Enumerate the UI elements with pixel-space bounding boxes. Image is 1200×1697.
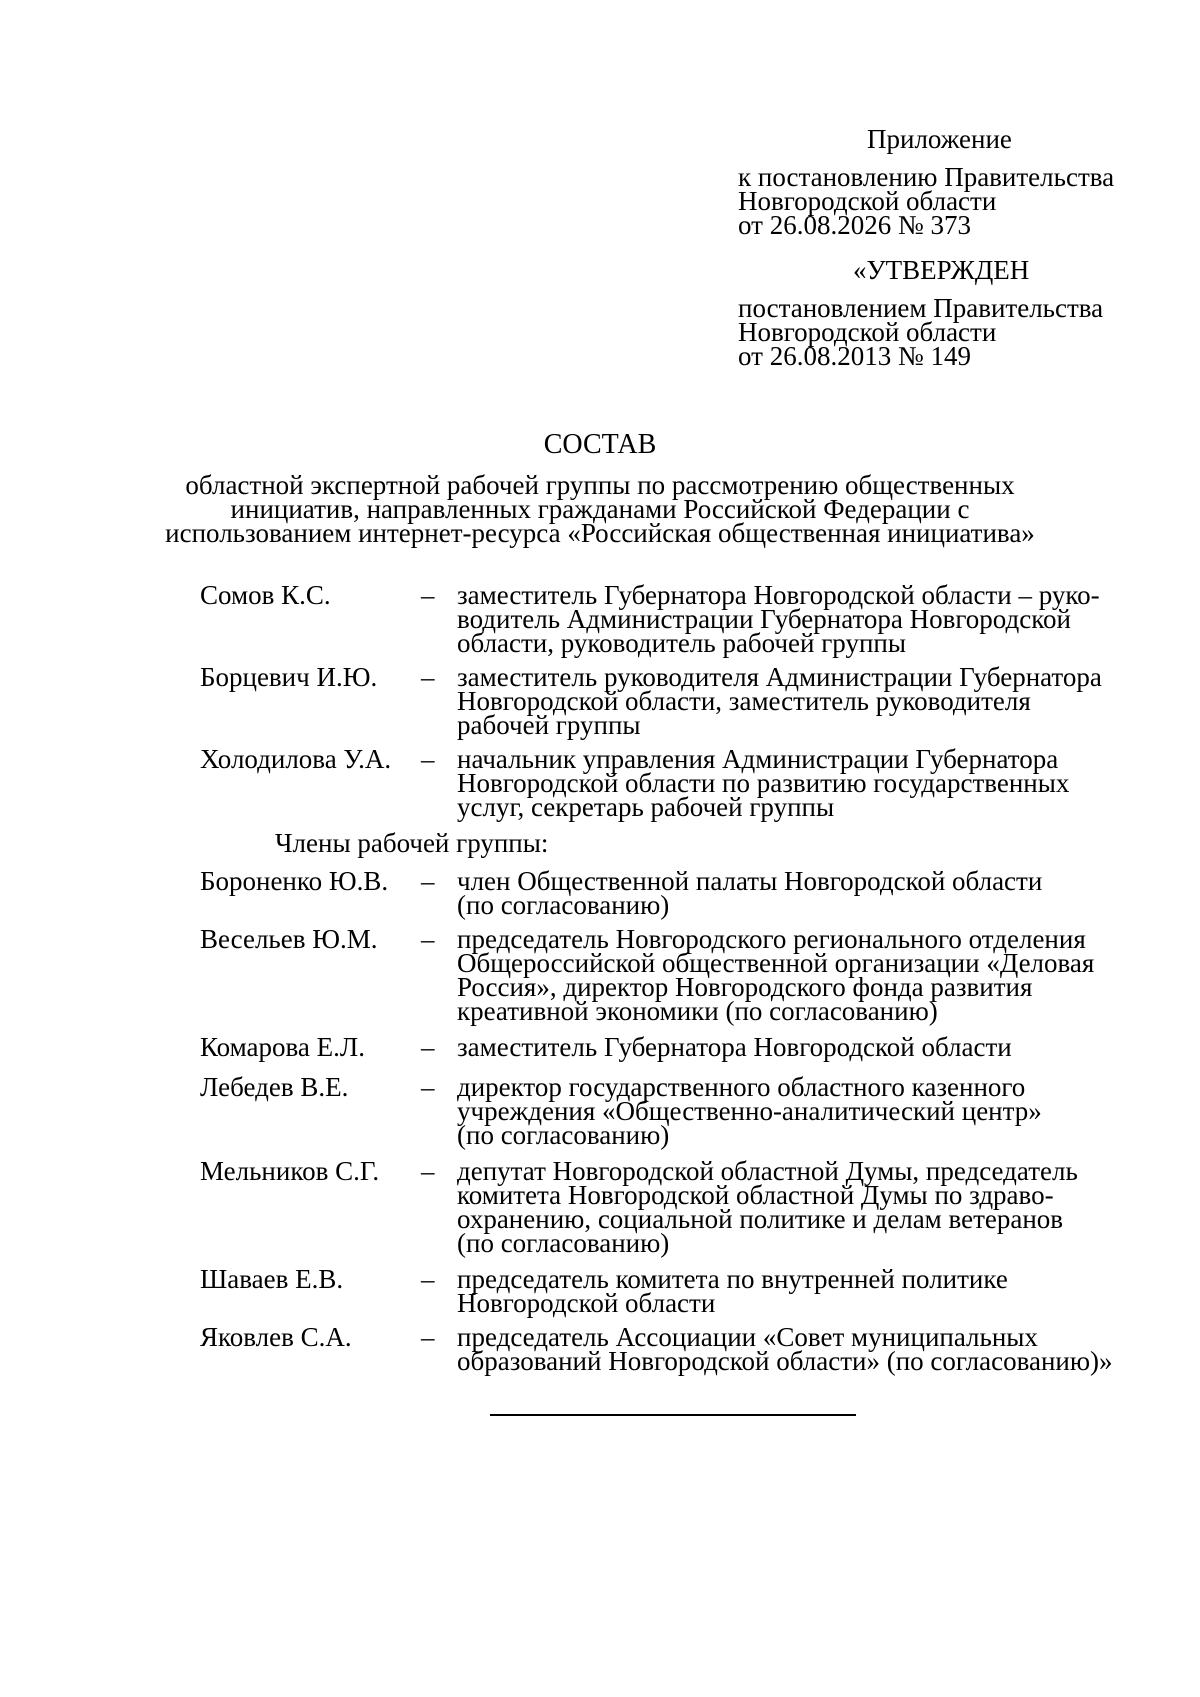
- member-name: Сомов К.С.: [200, 580, 331, 610]
- member-position-line: председатель Новгородского регионального отделения: [457, 924, 1086, 954]
- member-position-line: Общероссийской общественной организации «Деловая: [457, 948, 1095, 978]
- member-position-line: председатель комитета по внутренней политике: [457, 1264, 1008, 1294]
- member-dash: –: [421, 866, 435, 896]
- member-position-line: Новгородской области, заместитель руководителя: [457, 686, 1031, 716]
- member-dash: –: [421, 1322, 435, 1352]
- member-position-line: (по согласованию): [457, 890, 670, 920]
- member-name: Бороненко Ю.В.: [200, 866, 389, 896]
- member-dash: –: [421, 924, 435, 954]
- member-name: Лебедев В.Е.: [200, 1072, 349, 1102]
- member-position: [457, 1322, 1157, 1376]
- member-position: [457, 924, 1157, 1026]
- member-position-line: заместитель Губернатора Новгородской области: [457, 1032, 1012, 1062]
- member-position-line: Новгородской области: [457, 1288, 716, 1318]
- member-position-line: (по согласованию): [457, 1228, 670, 1258]
- member-position-line: области, руководитель рабочей группы: [457, 628, 906, 658]
- member-position: [457, 1032, 1157, 1062]
- member-position: [457, 662, 1157, 740]
- member-position-line: водитель Администрации Губернатора Новгородской: [457, 604, 1071, 634]
- member-name: Шаваев Е.В.: [200, 1264, 344, 1294]
- member-dash: –: [421, 580, 435, 610]
- member-dash: –: [421, 1264, 435, 1294]
- member-position-line: услуг, секретарь рабочей группы: [457, 792, 835, 822]
- subtitle-line: инициатив, направленных гражданами Российской Федерации с: [230, 494, 970, 524]
- closing-rule: [490, 1414, 856, 1416]
- member-position-line: креативной экономики (по согласованию): [457, 996, 938, 1026]
- member-position-line: начальник управления Администрации Губернатора: [457, 744, 1059, 774]
- member-position-line: рабочей группы: [457, 710, 641, 740]
- member-name: Холодилова У.А.: [200, 744, 392, 774]
- member-position-line: охранению, социальной политике и делам ветеранов: [457, 1204, 1064, 1234]
- member-position-line: комитета Новгородской областной Думы по здраво-: [457, 1180, 1054, 1210]
- member-name: Комарова Е.Л.: [200, 1032, 365, 1062]
- member-position: [457, 1072, 1157, 1150]
- member-name: Мельников С.Г.: [200, 1156, 380, 1186]
- document-title: СОСТАВ: [543, 429, 657, 460]
- member-dash: –: [421, 662, 435, 692]
- member-position-line: учреждения «Общественно-аналитический центр»: [457, 1096, 1042, 1126]
- member-name: Борцевич И.Ю.: [200, 662, 378, 692]
- member-position: [457, 744, 1157, 822]
- member-position-line: директор государственного областного казенного: [457, 1072, 1026, 1102]
- member-position: [457, 1264, 1157, 1318]
- approved-line: Новгородской области: [738, 317, 997, 347]
- member-position: [457, 580, 1157, 658]
- member-dash: –: [421, 1156, 435, 1186]
- member-name: Яковлев С.А.: [200, 1322, 352, 1352]
- member-position-line: заместитель Губернатора Новгородской области – руко-: [457, 580, 1100, 610]
- member-position: [457, 866, 1157, 920]
- annex-line: от 26.08.2026 № 373: [738, 210, 971, 240]
- approved-line: от 26.08.2013 № 149: [738, 341, 971, 371]
- approved-line: постановлением Правительства: [738, 293, 1104, 323]
- member-dash: –: [421, 744, 435, 774]
- subtitle-line: областной экспертной рабочей группы по рассмотрению общественных: [185, 470, 1015, 500]
- approved-title: «УТВЕРЖДЕН: [853, 255, 1030, 285]
- member-position-line: образований Новгородской области» (по согласованию)»: [457, 1346, 1113, 1376]
- annex-line: Новгородской области: [738, 186, 997, 216]
- member-position-line: заместитель руководителя Администрации Губернатора: [457, 662, 1102, 692]
- member-position-line: председатель Ассоциации «Совет муниципальных: [457, 1322, 1038, 1352]
- members-section-label: Члены рабочей группы:: [275, 828, 549, 858]
- member-position-line: член Общественной палаты Новгородской области: [457, 866, 1043, 896]
- member-position: [457, 1156, 1157, 1258]
- subtitle-line: использованием интернет-ресурса «Российская общественная инициатива»: [165, 518, 1035, 548]
- member-position-line: Россия», директор Новгородского фонда развития: [457, 972, 1033, 1002]
- member-name: Весельев Ю.М.: [200, 924, 378, 954]
- member-dash: –: [421, 1072, 435, 1102]
- member-position-line: (по согласованию): [457, 1120, 670, 1150]
- annex-title: Приложение: [867, 124, 1012, 154]
- member-dash: –: [421, 1032, 435, 1062]
- member-position-line: Новгородской области по развитию государственных: [457, 768, 1070, 798]
- annex-line: к постановлению Правительства: [738, 162, 1115, 192]
- member-position-line: депутат Новгородской областной Думы, председатель: [457, 1156, 1078, 1186]
